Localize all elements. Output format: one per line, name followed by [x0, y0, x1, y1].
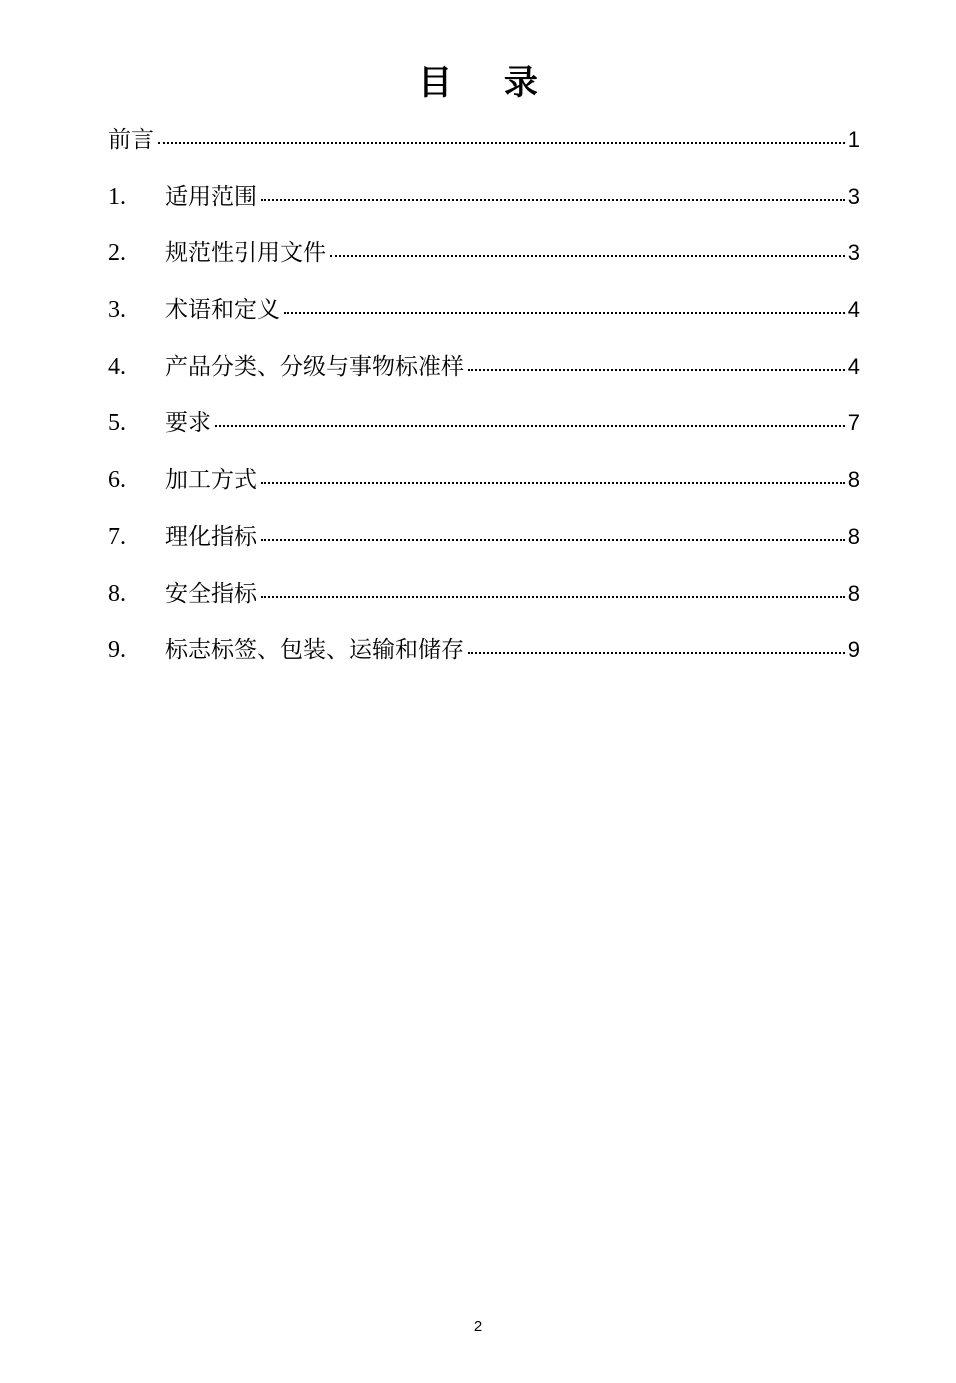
- toc-entry-number: 5.: [108, 410, 126, 437]
- toc-entry-page: 3: [847, 183, 860, 209]
- toc-dot-leader: [261, 482, 845, 484]
- toc-dot-leader: [468, 652, 845, 654]
- toc-entry-page: 8: [847, 523, 860, 549]
- table-of-contents: [108, 118, 860, 685]
- toc-entry-label: 产品分类、分级与事物标准样: [165, 353, 464, 380]
- toc-entry-2[interactable]: [108, 231, 860, 288]
- toc-entry-page: 4: [847, 353, 860, 379]
- toc-title: 目 录: [418, 63, 558, 103]
- toc-dot-leader: [215, 425, 845, 427]
- toc-entry-page: 3: [847, 240, 860, 266]
- toc-entry-page: 4: [847, 297, 860, 323]
- toc-dot-leader: [284, 312, 845, 314]
- toc-dot-leader: [261, 539, 845, 541]
- toc-entry-6[interactable]: [108, 458, 860, 515]
- toc-entry-7[interactable]: [108, 515, 860, 572]
- toc-entry-preface[interactable]: [108, 118, 860, 175]
- toc-entry-label: 理化指标: [165, 523, 257, 550]
- toc-entry-number: 9.: [108, 637, 126, 664]
- toc-entry-1[interactable]: [108, 175, 860, 232]
- toc-entry-page: 1: [847, 127, 860, 152]
- toc-entry-9[interactable]: [108, 628, 860, 685]
- toc-entry-page: 7: [847, 410, 860, 436]
- toc-entry-label: 安全指标: [165, 580, 257, 607]
- toc-entry-number: 1.: [108, 183, 126, 210]
- toc-entry-label: 标志标签、包装、运输和储存: [165, 637, 464, 664]
- toc-entry-number: 7.: [108, 523, 126, 550]
- toc-dot-leader: [330, 255, 845, 257]
- toc-entry-label: 适用范围: [165, 183, 257, 210]
- toc-entry-number: 8.: [108, 580, 126, 607]
- toc-entry-label: 要求: [165, 410, 211, 437]
- toc-entry-label: 规范性引用文件: [165, 240, 326, 267]
- toc-entry-5[interactable]: [108, 401, 860, 458]
- toc-dot-leader: [158, 142, 845, 144]
- toc-entry-8[interactable]: [108, 572, 860, 629]
- toc-entry-label: 加工方式: [165, 467, 257, 494]
- toc-entry-number: 3.: [108, 297, 126, 324]
- toc-entry-label: 前言: [108, 127, 154, 153]
- toc-dot-leader: [261, 596, 845, 598]
- toc-entry-3[interactable]: [108, 288, 860, 345]
- toc-dot-leader: [468, 369, 845, 371]
- toc-entry-4[interactable]: [108, 345, 860, 402]
- toc-entry-page: 9: [847, 637, 860, 663]
- toc-entry-page: 8: [847, 467, 860, 493]
- toc-entry-number: 2.: [108, 240, 126, 267]
- page-number: 2: [473, 1318, 483, 1335]
- toc-entry-label: 术语和定义: [165, 297, 280, 324]
- toc-entry-number: 6.: [108, 467, 126, 494]
- toc-entry-number: 4.: [108, 353, 126, 380]
- toc-entry-page: 8: [847, 580, 860, 606]
- toc-dot-leader: [261, 199, 845, 201]
